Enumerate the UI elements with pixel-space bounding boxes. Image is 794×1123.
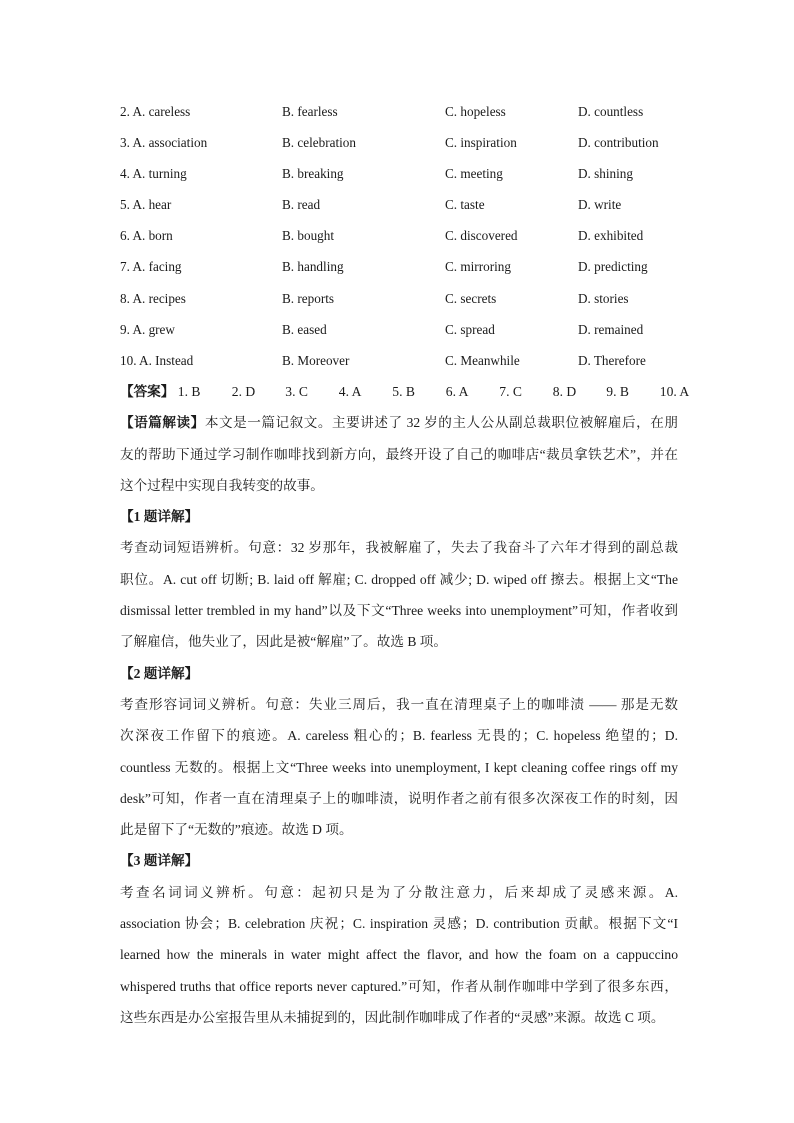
- answer-item: 2. D: [231, 384, 256, 399]
- sections-container: [120, 506, 678, 1038]
- answer-item: 10. A: [659, 384, 690, 399]
- interpretation-line: [120, 412, 678, 443]
- section-line: 这些东西是办公室报告里从未捕捉到的，因此制作咖啡成了作者的“灵感”来源。故选 C 项。: [120, 1009, 665, 1025]
- answer-item: 4. A: [338, 384, 362, 399]
- section-line: desk”可知，作者一直在清理桌子上的咖啡渍，说明作者之前有很多次深夜工作的时刻，因: [120, 790, 678, 806]
- interpretation-text: 本文是一篇记叙文。主要讲述了 32 岁的主人公从副总裁职位被解雇后，在朋: [204, 415, 679, 431]
- option-c: C. secrets: [445, 290, 497, 306]
- section-line: 考查形容词词义辨析。句意：失业三周后，我一直在清理桌子上的咖啡渍 —— 那是无数: [120, 696, 678, 712]
- section-line: 了解雇信，他失业了，因此是被“解雇”了。故选 B 项。: [120, 634, 447, 650]
- option-a: 8. A. recipes: [120, 290, 186, 306]
- option-c: C. inspiration: [445, 135, 517, 151]
- option-b: B. Moreover: [282, 352, 350, 368]
- option-b: B. read: [282, 197, 321, 213]
- option-c: C. taste: [445, 197, 485, 213]
- section-line: 此是留下了“无数的”痕迹。故选 D 项。: [120, 822, 353, 838]
- section-heading: 【3 题详解】: [120, 853, 199, 869]
- answer-item: 3. C: [285, 384, 308, 399]
- section-line: 考查名词词义辨析。句意：起初只是为了分散注意力，后来却成了灵感来源。A.: [120, 884, 678, 900]
- option-row: [120, 256, 680, 287]
- option-b: B. celebration: [282, 135, 356, 151]
- option-row: [120, 101, 680, 132]
- option-row: [120, 163, 680, 194]
- option-row: [120, 132, 680, 163]
- interpretation-line: 友的帮助下通过学习制作咖啡找到新方向，最终开设了自己的咖啡店“裁员拿铁艺术”，并在: [120, 446, 678, 462]
- section-line: 职位。A. cut off 切断; B. laid off 解雇; C. dropped off 减少; D. wiped off 擦去。根据上文“The: [120, 571, 678, 587]
- option-a: 9. A. grew: [120, 321, 175, 337]
- option-row: [120, 288, 680, 319]
- answer-item: 7. C: [499, 384, 522, 399]
- section-line: countless 无数的。根据上文“Three weeks into unemployment, I kept cleaning coffee rings off my: [120, 759, 678, 775]
- option-b: B. reports: [282, 290, 335, 306]
- option-c: C. Meanwhile: [445, 352, 520, 368]
- option-c: C. discovered: [445, 228, 518, 244]
- option-b: B. breaking: [282, 166, 344, 182]
- section-line: learned how the minerals in water might affect the flavor, and how the foam on a cappuccino: [120, 947, 678, 963]
- option-a: 6. A. born: [120, 228, 173, 244]
- option-d: D. contribution: [578, 135, 659, 151]
- explanation-body: [120, 381, 690, 1038]
- answer-line: [120, 381, 690, 412]
- option-d: D. shining: [578, 166, 633, 182]
- section-line: whispered truths that office reports never captured.”可知，作者从制作咖啡中学到了很多东西，: [120, 978, 678, 994]
- answer-label: 【答案】: [120, 384, 175, 399]
- option-row: [120, 194, 680, 225]
- option-d: D. stories: [578, 290, 629, 306]
- option-b: B. handling: [282, 259, 344, 275]
- option-c: C. meeting: [445, 166, 503, 182]
- answer-item: 5. B: [392, 384, 415, 399]
- option-row: [120, 319, 680, 350]
- section-line: association 协会；B. celebration 庆祝；C. inspiration 灵感；D. contribution 贡献。根据下文“I: [120, 916, 678, 932]
- section-heading: 【2 题详解】: [120, 665, 199, 681]
- option-d: D. predicting: [578, 259, 648, 275]
- interpretation-line: 这个过程中实现自我转变的故事。: [120, 477, 324, 493]
- option-c: C. hopeless: [445, 104, 506, 119]
- option-d: D. write: [578, 197, 622, 213]
- section-heading: 【1 题详解】: [120, 509, 199, 525]
- answer-item: 6. A: [445, 384, 469, 399]
- option-d: D. Therefore: [578, 352, 646, 368]
- interpretation-label: 【语篇解读】: [120, 415, 205, 431]
- option-d: D. countless: [578, 104, 644, 119]
- option-b: B. eased: [282, 321, 327, 337]
- option-row: [120, 225, 680, 256]
- answer-item: 8. D: [552, 384, 577, 399]
- option-b: B. bought: [282, 228, 335, 244]
- answer-item: 1. B: [177, 384, 201, 399]
- option-a: 7. A. facing: [120, 259, 182, 275]
- answer-item: 9. B: [606, 384, 629, 399]
- option-d: D. remained: [578, 321, 644, 337]
- option-a: 5. A. hear: [120, 197, 172, 213]
- option-c: C. spread: [445, 321, 495, 337]
- option-a: 10. A. Instead: [120, 352, 194, 368]
- option-a: 3. A. association: [120, 135, 208, 151]
- option-d: D. exhibited: [578, 228, 644, 244]
- option-row: [120, 350, 680, 381]
- option-b: B. fearless: [282, 104, 338, 119]
- section-line: 考查动词短语辨析。句意：32 岁那年，我被解雇了，失去了我奋斗了六年才得到的副总裁: [120, 540, 678, 556]
- options-list: [120, 101, 680, 381]
- option-a: 2. A. careless: [120, 104, 191, 119]
- option-c: C. mirroring: [445, 259, 511, 275]
- section-line: 次深夜工作留下的痕迹。A. careless 粗心的；B. fearless 无畏的；C. hopeless 绝望的；D.: [120, 728, 678, 744]
- option-a: 4. A. turning: [120, 166, 187, 182]
- section-line: dismissal letter trembled in my hand”以及下文“Three weeks into unemployment”可知，作者收到: [120, 603, 678, 619]
